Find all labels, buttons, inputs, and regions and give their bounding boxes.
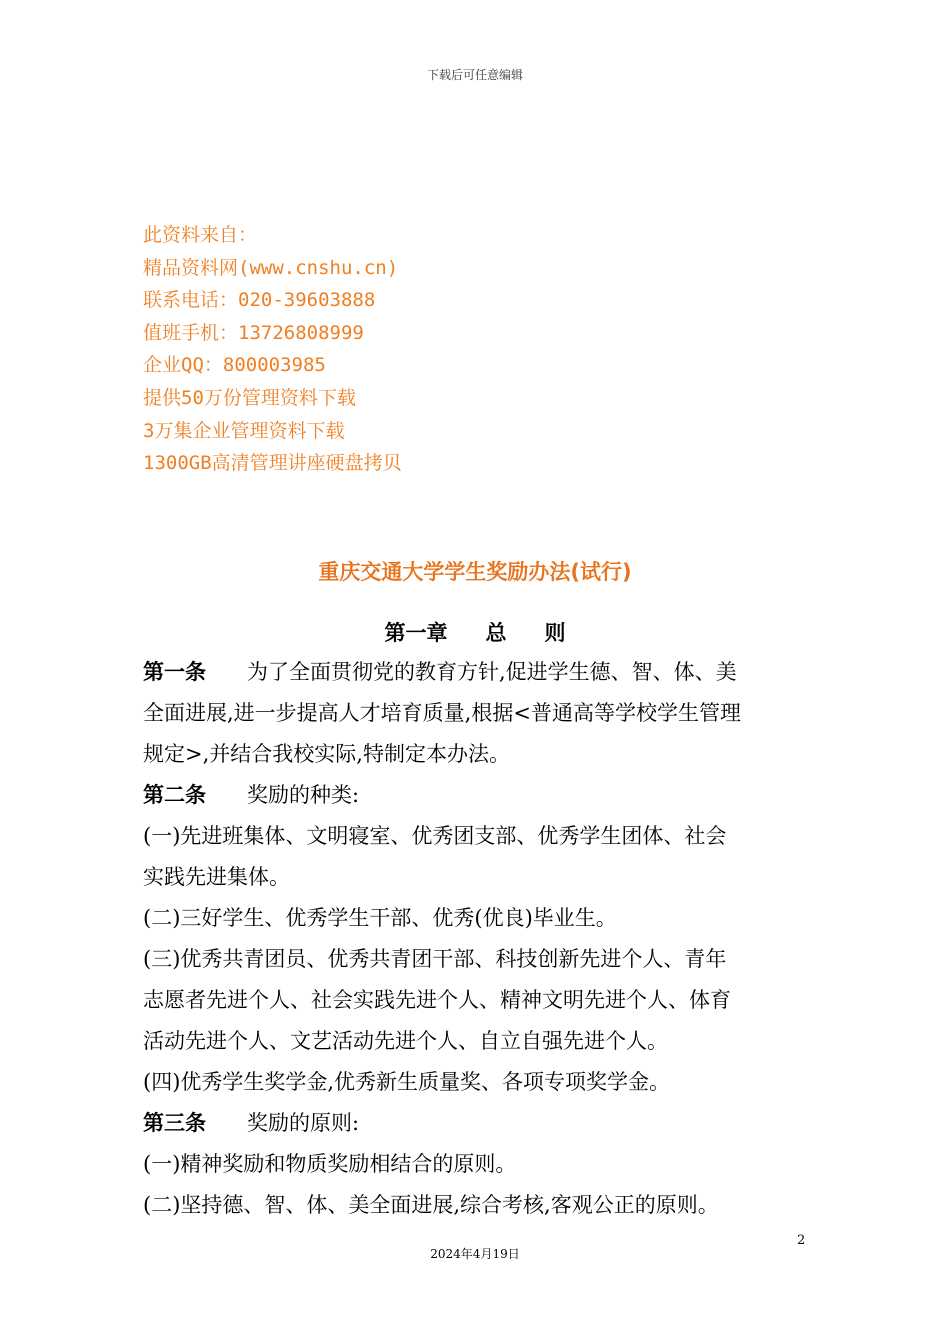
promo-line: 值班手机：13726808999 bbox=[143, 321, 364, 344]
document-body bbox=[143, 652, 807, 1226]
chapter-name-part: 则 bbox=[544, 621, 566, 645]
article-label: 第二条 bbox=[143, 783, 206, 807]
list-item: (三)优秀共青团员、优秀共青团干部、科技创新先进个人、青年 bbox=[143, 947, 727, 971]
article-1-line bbox=[143, 652, 807, 693]
article-1-line: 规定>,并结合我校实际,特制定本办法。 bbox=[143, 742, 510, 766]
article-text: 奖励的种类: bbox=[247, 783, 360, 807]
article-text: 为了全面贯彻党的教育方针,促进学生德、智、体、美 bbox=[247, 660, 737, 684]
promo-line: 精品资料网(www.cnshu.cn) bbox=[143, 256, 399, 279]
chapter-label: 第一章 bbox=[384, 621, 448, 645]
promo-line: 联系电话：020-39603888 bbox=[143, 289, 376, 312]
article-3-line bbox=[143, 1103, 807, 1144]
article-2-line bbox=[143, 775, 807, 816]
list-item: (二)三好学生、优秀学生干部、优秀(优良)毕业生。 bbox=[143, 906, 617, 930]
list-item: 活动先进个人、文艺活动先进个人、自立自强先进个人。 bbox=[143, 1029, 668, 1053]
page-number: 2 bbox=[797, 1233, 806, 1248]
list-item: (一)精神奖励和物质奖励相结合的原则。 bbox=[143, 1152, 517, 1176]
promo-block bbox=[143, 219, 402, 480]
chapter-name-part: 总 bbox=[485, 621, 507, 645]
article-label: 第三条 bbox=[143, 1111, 206, 1135]
chapter-heading bbox=[0, 617, 950, 647]
list-item: (四)优秀学生奖学金,优秀新生质量奖、各项专项奖学金。 bbox=[143, 1070, 671, 1094]
list-item: (一)先进班集体、文明寝室、优秀团支部、优秀学生团体、社会 bbox=[143, 824, 727, 848]
promo-line: 3万集企业管理资料下载 bbox=[143, 419, 345, 442]
article-label: 第一条 bbox=[143, 660, 206, 684]
article-text: 奖励的原则: bbox=[247, 1111, 360, 1135]
list-item: 实践先进集体。 bbox=[143, 865, 290, 889]
article-1-line: 全面进展,进一步提高人才培育质量,根据<普通高等学校学生管理 bbox=[143, 701, 741, 725]
page-footer-date: 2024年4月19日 bbox=[430, 1247, 520, 1261]
document-title: 重庆交通大学学生奖励办法(试行) bbox=[318, 560, 632, 584]
promo-line: 此资料来自： bbox=[143, 224, 258, 246]
page-header: 下载后可任意编辑 bbox=[426, 68, 523, 82]
list-item: (二)坚持德、智、体、美全面进展,综合考核,客观公正的原则。 bbox=[143, 1193, 719, 1217]
promo-line: 1300GB高清管理讲座硬盘拷贝 bbox=[143, 452, 402, 475]
promo-line: 提供50万份管理资料下载 bbox=[143, 386, 356, 409]
list-item: 志愿者先进个人、社会实践先进个人、精神文明先进个人、体育 bbox=[143, 988, 731, 1012]
promo-line: 企业QQ：800003985 bbox=[143, 354, 326, 377]
